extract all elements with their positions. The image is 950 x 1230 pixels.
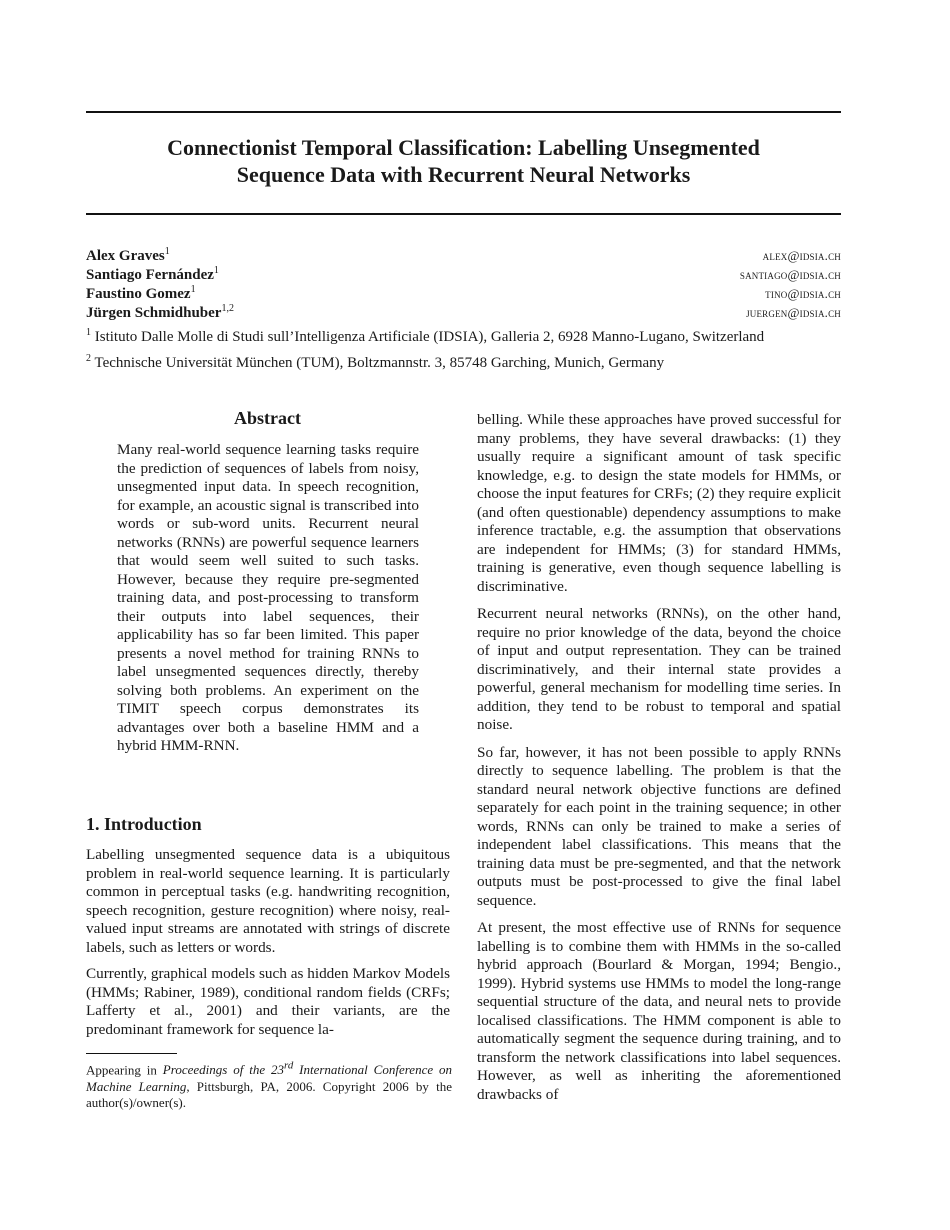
section-heading-introduction: 1. Introduction bbox=[86, 814, 202, 834]
author-email: alex@idsia.ch bbox=[762, 248, 841, 263]
author-email: juergen@idsia.ch bbox=[746, 305, 841, 320]
paragraph: Labelling unsegmented sequence data is a ubiquitous problem in real-world sequence learning. It is particularly common in perceptual tasks (e.g. handwriting recognition, speech recognition, gesture recognition) where noisy, real-valued input streams are annotated with strings of discrete labels, such as letters or words. bbox=[86, 846, 450, 956]
author-name: Santiago Fernández$^1$ bbox=[86, 265, 219, 283]
introduction-right-column bbox=[477, 411, 841, 1113]
paragraph: At present, the most effective use of RNNs for sequence labelling is to combine them with HMMs in the so-called hybrid approach (Bourlard & Morgan, 1994; Bengio., 1999). Hybrid systems use HMMs to model the long-range sequential structure of the data, and neural nets to provide localised classifications. The HMM component is able to automatically segment the sequence during training, and to transform the network classifications into label sequences. However, as well as inheriting the aforementioned drawbacks of bbox=[477, 919, 841, 1103]
affiliation: $^1$ Istituto Dalle Molle di Studi sull’Intelligenza Artificiale (IDSIA), Galleria 2, 6928 Manno-Lugano, Switzerland bbox=[86, 327, 765, 345]
paper-title bbox=[86, 134, 841, 188]
footnote: Appearing in Proceedings of the 23rd International Conference on Machine Learning, Pittsburgh, PA, 2006. Copyright 2006 by the author(s)/owner(s). bbox=[86, 1060, 453, 1111]
paper-title-line-2: Sequence Data with Recurrent Neural Networks bbox=[236, 162, 691, 187]
footnote-rule bbox=[86, 1053, 177, 1054]
abstract-heading: Abstract bbox=[234, 408, 301, 428]
author-name: Jürgen Schmidhuber$^{1,2}$ bbox=[86, 303, 234, 321]
paragraph: Currently, graphical models such as hidden Markov Models (HMMs; Rabiner, 1989), conditional random fields (CRFs; Lafferty et al., 2001) and their variants, are the predominant framework for sequence la- bbox=[86, 965, 450, 1038]
abstract-body: Many real-world sequence learning tasks require the prediction of sequences of labels from noisy, unsegmented input data. In speech recognition, for example, an acoustic signal is transcribed into words or sub-word units. Recurrent neural networks (RNNs) are powerful sequence learners that would seem well suited to such tasks. However, because they require pre-segmented training data, and post-processing to transform their outputs into label sequences, their applicability has so far been limited. This paper presents a novel method for training RNNs to label unsegmented sequences directly, thereby solving both problems. An experiment on the TIMIT speech corpus demonstrates its advantages over both a baseline HMM and a hybrid HMM-RNN. bbox=[117, 441, 419, 754]
paper-title-line-1: Connectionist Temporal Classification: Labelling Unsegmented bbox=[167, 135, 760, 160]
author-name: Faustino Gomez$^1$ bbox=[86, 284, 196, 302]
author-row bbox=[86, 246, 841, 265]
author-row bbox=[86, 284, 841, 303]
title-top-rule bbox=[86, 111, 841, 113]
paragraph: Recurrent neural networks (RNNs), on the other hand, require no prior knowledge of the data, beyond the choice of input and output representation. They can be trained discriminatively, and their internal state provides a powerful, general mechanism for modelling time series. In addition, they tend to be robust to temporal and spatial noise. bbox=[477, 605, 841, 733]
author-row bbox=[86, 265, 841, 284]
author-row bbox=[86, 303, 841, 322]
paragraph: So far, however, it has not been possible to apply RNNs directly to sequence labelling. The problem is that the standard neural network objective functions are defined separately for each point in the training sequence; in other words, RNNs can only be trained to make a series of independent label classifications. This means that the training data must be pre-segmented, and that the network outputs must be post-processed to give the final label sequence. bbox=[477, 743, 841, 909]
author-name: Alex Graves$^1$ bbox=[86, 246, 170, 264]
author-email: santiago@idsia.ch bbox=[739, 267, 841, 282]
affiliation: $^2$ Technische Universität München (TUM), Boltzmannstr. 3, 85748 Garching, Munich, Germany bbox=[86, 353, 665, 371]
paragraph: belling. While these approaches have proved successful for many problems, they have several drawbacks: (1) they usually require a significant amount of task specific knowledge, e.g. to design the state models for HMMs, or choose the input features for CRFs; (2) they require explicit (and often questionable) dependency assumptions to make inference tractable, e.g. the assumption that observations are independent for HMMs; (3) for standard HMMs, training is generative, even though sequence labelling is discriminative. bbox=[477, 411, 841, 595]
author-email: tino@idsia.ch bbox=[765, 286, 841, 301]
venue-name: Proceedings of the 23rd International Conference on Machine Learning bbox=[86, 1060, 453, 1094]
author-block bbox=[86, 246, 841, 374]
introduction-left-column bbox=[86, 846, 450, 1047]
title-bottom-rule bbox=[86, 213, 841, 215]
